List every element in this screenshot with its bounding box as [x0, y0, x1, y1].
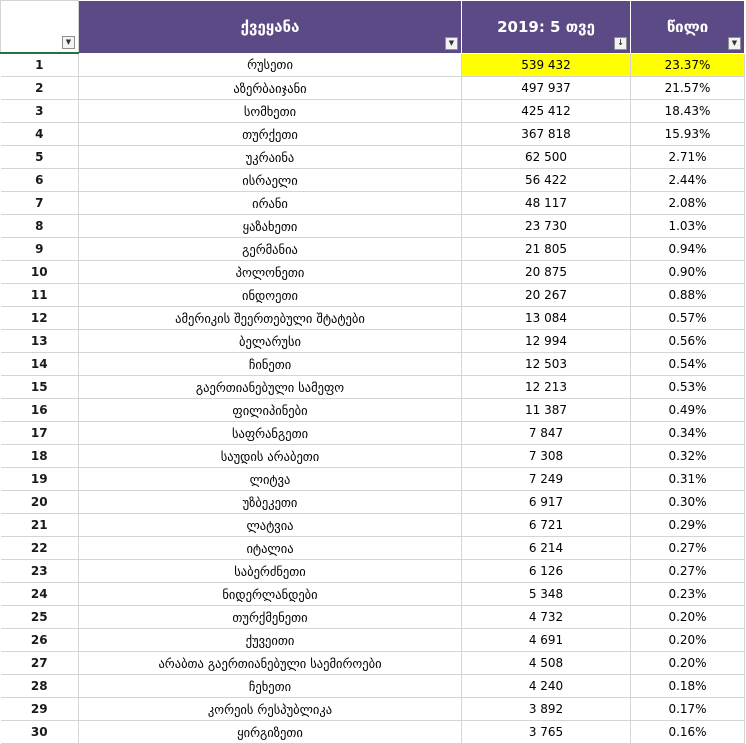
- value-column-header[interactable]: [462, 1, 631, 54]
- value-cell[interactable]: 20 267: [462, 284, 631, 307]
- share-cell[interactable]: 0.54%: [631, 353, 745, 376]
- share-cell[interactable]: 0.17%: [631, 698, 745, 721]
- share-cell[interactable]: 0.90%: [631, 261, 745, 284]
- row-number-cell[interactable]: 14: [1, 353, 79, 376]
- share-cell[interactable]: 0.18%: [631, 675, 745, 698]
- country-cell[interactable]: ნიდერლანდები: [79, 583, 462, 606]
- row-number-cell[interactable]: 17: [1, 422, 79, 445]
- table-row: [1, 629, 745, 652]
- value-cell[interactable]: 497 937: [462, 77, 631, 100]
- share-cell[interactable]: 18.43%: [631, 100, 745, 123]
- country-cell[interactable]: გერმანია: [79, 238, 462, 261]
- share-cell[interactable]: 0.32%: [631, 445, 745, 468]
- country-cell[interactable]: ლიტვა: [79, 468, 462, 491]
- filter-dropdown-icon[interactable]: ▼: [445, 37, 458, 50]
- share-cell[interactable]: 0.27%: [631, 560, 745, 583]
- country-cell[interactable]: სომხეთი: [79, 100, 462, 123]
- share-cell[interactable]: 23.37%: [631, 53, 745, 77]
- value-cell[interactable]: 23 730: [462, 215, 631, 238]
- value-cell[interactable]: 13 084: [462, 307, 631, 330]
- table-row: [1, 330, 745, 353]
- share-cell[interactable]: 0.88%: [631, 284, 745, 307]
- country-cell[interactable]: ფილიპინები: [79, 399, 462, 422]
- share-cell[interactable]: 0.20%: [631, 629, 745, 652]
- value-cell[interactable]: 12 994: [462, 330, 631, 353]
- row-number-cell[interactable]: 27: [1, 652, 79, 675]
- row-number-cell[interactable]: 23: [1, 560, 79, 583]
- country-cell[interactable]: გაერთიანებული სამეფო: [79, 376, 462, 399]
- country-cell[interactable]: ჩეხეთი: [79, 675, 462, 698]
- country-cell[interactable]: საფრანგეთი: [79, 422, 462, 445]
- table-row: [1, 560, 745, 583]
- country-cell[interactable]: ყირგიზეთი: [79, 721, 462, 744]
- table-row: [1, 491, 745, 514]
- value-cell[interactable]: 539 432: [462, 53, 631, 77]
- value-cell[interactable]: 3 892: [462, 698, 631, 721]
- table-row: [1, 721, 745, 744]
- table-row: [1, 169, 745, 192]
- table-row: [1, 353, 745, 376]
- table-row: [1, 238, 745, 261]
- share-cell[interactable]: 15.93%: [631, 123, 745, 146]
- row-number-cell[interactable]: 13: [1, 330, 79, 353]
- share-cell[interactable]: 0.49%: [631, 399, 745, 422]
- table-row: [1, 537, 745, 560]
- table-row: [1, 606, 745, 629]
- row-number-cell[interactable]: 29: [1, 698, 79, 721]
- table-row: [1, 123, 745, 146]
- country-cell[interactable]: თურქეთი: [79, 123, 462, 146]
- table-row: [1, 468, 745, 491]
- share-cell[interactable]: 0.23%: [631, 583, 745, 606]
- row-number-cell[interactable]: 12: [1, 307, 79, 330]
- share-cell[interactable]: 0.94%: [631, 238, 745, 261]
- row-number-cell[interactable]: 21: [1, 514, 79, 537]
- share-cell[interactable]: 0.31%: [631, 468, 745, 491]
- table-row: [1, 192, 745, 215]
- row-number-cell[interactable]: 7: [1, 192, 79, 215]
- value-cell[interactable]: 21 805: [462, 238, 631, 261]
- share-cell[interactable]: 0.53%: [631, 376, 745, 399]
- country-cell[interactable]: არაბთა გაერთიანებული საემიროები: [79, 652, 462, 675]
- value-cell[interactable]: 367 818: [462, 123, 631, 146]
- share-cell[interactable]: 0.20%: [631, 606, 745, 629]
- value-cell[interactable]: 48 117: [462, 192, 631, 215]
- table-row: [1, 399, 745, 422]
- table-row: [1, 652, 745, 675]
- value-cell[interactable]: 4 691: [462, 629, 631, 652]
- country-cell[interactable]: იტალია: [79, 537, 462, 560]
- value-cell[interactable]: 7 249: [462, 468, 631, 491]
- table-row: [1, 100, 745, 123]
- value-cell[interactable]: 62 500: [462, 146, 631, 169]
- row-number-header[interactable]: [1, 1, 79, 54]
- value-cell[interactable]: 12 503: [462, 353, 631, 376]
- row-number-cell[interactable]: 15: [1, 376, 79, 399]
- share-cell[interactable]: 2.08%: [631, 192, 745, 215]
- row-number-cell[interactable]: 8: [1, 215, 79, 238]
- value-cell[interactable]: 4 240: [462, 675, 631, 698]
- country-cell[interactable]: კორეის რესპუბლიკა: [79, 698, 462, 721]
- country-cell[interactable]: ლატვია: [79, 514, 462, 537]
- sort-descending-icon[interactable]: ↓: [614, 37, 627, 50]
- row-number-cell[interactable]: 18: [1, 445, 79, 468]
- row-number-cell[interactable]: 24: [1, 583, 79, 606]
- table-row: [1, 53, 745, 77]
- row-number-cell[interactable]: 6: [1, 169, 79, 192]
- value-cell[interactable]: 3 765: [462, 721, 631, 744]
- value-cell[interactable]: 20 875: [462, 261, 631, 284]
- table-row: [1, 675, 745, 698]
- row-number-cell[interactable]: 20: [1, 491, 79, 514]
- country-cell[interactable]: უკრაინა: [79, 146, 462, 169]
- value-cell[interactable]: 6 126: [462, 560, 631, 583]
- share-cell[interactable]: 2.71%: [631, 146, 745, 169]
- country-cell[interactable]: საბერძნეთი: [79, 560, 462, 583]
- table-row: [1, 445, 745, 468]
- share-cell[interactable]: 2.44%: [631, 169, 745, 192]
- country-column-header[interactable]: [79, 1, 462, 54]
- share-cell[interactable]: 0.16%: [631, 721, 745, 744]
- country-cell[interactable]: პოლონეთი: [79, 261, 462, 284]
- row-number-cell[interactable]: 11: [1, 284, 79, 307]
- table-row: [1, 284, 745, 307]
- value-cell[interactable]: 425 412: [462, 100, 631, 123]
- filter-dropdown-icon[interactable]: ▼: [62, 36, 75, 49]
- row-number-cell[interactable]: 1: [1, 53, 79, 77]
- country-header-label: ქვეყანა: [240, 17, 300, 36]
- country-cell[interactable]: ირანი: [79, 192, 462, 215]
- share-cell[interactable]: 0.56%: [631, 330, 745, 353]
- country-cell[interactable]: აზერბაიჯანი: [79, 77, 462, 100]
- share-cell[interactable]: 0.30%: [631, 491, 745, 514]
- value-cell[interactable]: 6 721: [462, 514, 631, 537]
- filter-dropdown-icon[interactable]: ▼: [728, 37, 741, 50]
- country-cell[interactable]: ისრაელი: [79, 169, 462, 192]
- value-cell[interactable]: 56 422: [462, 169, 631, 192]
- table-row: [1, 583, 745, 606]
- row-number-cell[interactable]: 10: [1, 261, 79, 284]
- header-row: [1, 1, 745, 54]
- value-cell[interactable]: 12 213: [462, 376, 631, 399]
- table-row: [1, 146, 745, 169]
- row-number-cell[interactable]: 22: [1, 537, 79, 560]
- share-cell[interactable]: 0.20%: [631, 652, 745, 675]
- table-row: [1, 376, 745, 399]
- value-cell[interactable]: 4 732: [462, 606, 631, 629]
- value-cell[interactable]: 7 308: [462, 445, 631, 468]
- country-cell[interactable]: ქუვეითი: [79, 629, 462, 652]
- row-number-cell[interactable]: 30: [1, 721, 79, 744]
- country-cell[interactable]: თურქმენეთი: [79, 606, 462, 629]
- value-cell[interactable]: 5 348: [462, 583, 631, 606]
- row-number-cell[interactable]: 26: [1, 629, 79, 652]
- country-cell[interactable]: ყაზახეთი: [79, 215, 462, 238]
- country-cell[interactable]: უზბეკეთი: [79, 491, 462, 514]
- share-cell[interactable]: 0.29%: [631, 514, 745, 537]
- share-cell[interactable]: 0.57%: [631, 307, 745, 330]
- value-cell[interactable]: 7 847: [462, 422, 631, 445]
- share-header-label: წილი: [666, 17, 709, 36]
- value-header-label: 2019: 5 თვე: [497, 17, 595, 36]
- row-number-cell[interactable]: 16: [1, 399, 79, 422]
- share-cell[interactable]: 1.03%: [631, 215, 745, 238]
- country-cell[interactable]: ბელარუსი: [79, 330, 462, 353]
- table-row: [1, 77, 745, 100]
- country-cell[interactable]: ამერიკის შეერთებული შტატები: [79, 307, 462, 330]
- value-cell[interactable]: 11 387: [462, 399, 631, 422]
- table-row: [1, 215, 745, 238]
- country-cell[interactable]: საუდის არაბეთი: [79, 445, 462, 468]
- country-cell[interactable]: რუსეთი: [79, 53, 462, 77]
- row-number-cell[interactable]: 3: [1, 100, 79, 123]
- row-number-cell[interactable]: 19: [1, 468, 79, 491]
- table-row: [1, 514, 745, 537]
- country-cell[interactable]: ჩინეთი: [79, 353, 462, 376]
- row-number-cell[interactable]: 4: [1, 123, 79, 146]
- value-cell[interactable]: 6 917: [462, 491, 631, 514]
- row-number-cell[interactable]: 2: [1, 77, 79, 100]
- table-row: [1, 307, 745, 330]
- share-cell[interactable]: 21.57%: [631, 77, 745, 100]
- value-cell[interactable]: 6 214: [462, 537, 631, 560]
- share-cell[interactable]: 0.27%: [631, 537, 745, 560]
- row-number-cell[interactable]: 9: [1, 238, 79, 261]
- table-row: [1, 422, 745, 445]
- share-cell[interactable]: 0.34%: [631, 422, 745, 445]
- table-row: [1, 261, 745, 284]
- row-number-cell[interactable]: 25: [1, 606, 79, 629]
- row-number-cell[interactable]: 28: [1, 675, 79, 698]
- value-cell[interactable]: 4 508: [462, 652, 631, 675]
- table-row: [1, 698, 745, 721]
- country-cell[interactable]: ინდოეთი: [79, 284, 462, 307]
- row-number-cell[interactable]: 5: [1, 146, 79, 169]
- share-column-header[interactable]: [631, 1, 745, 54]
